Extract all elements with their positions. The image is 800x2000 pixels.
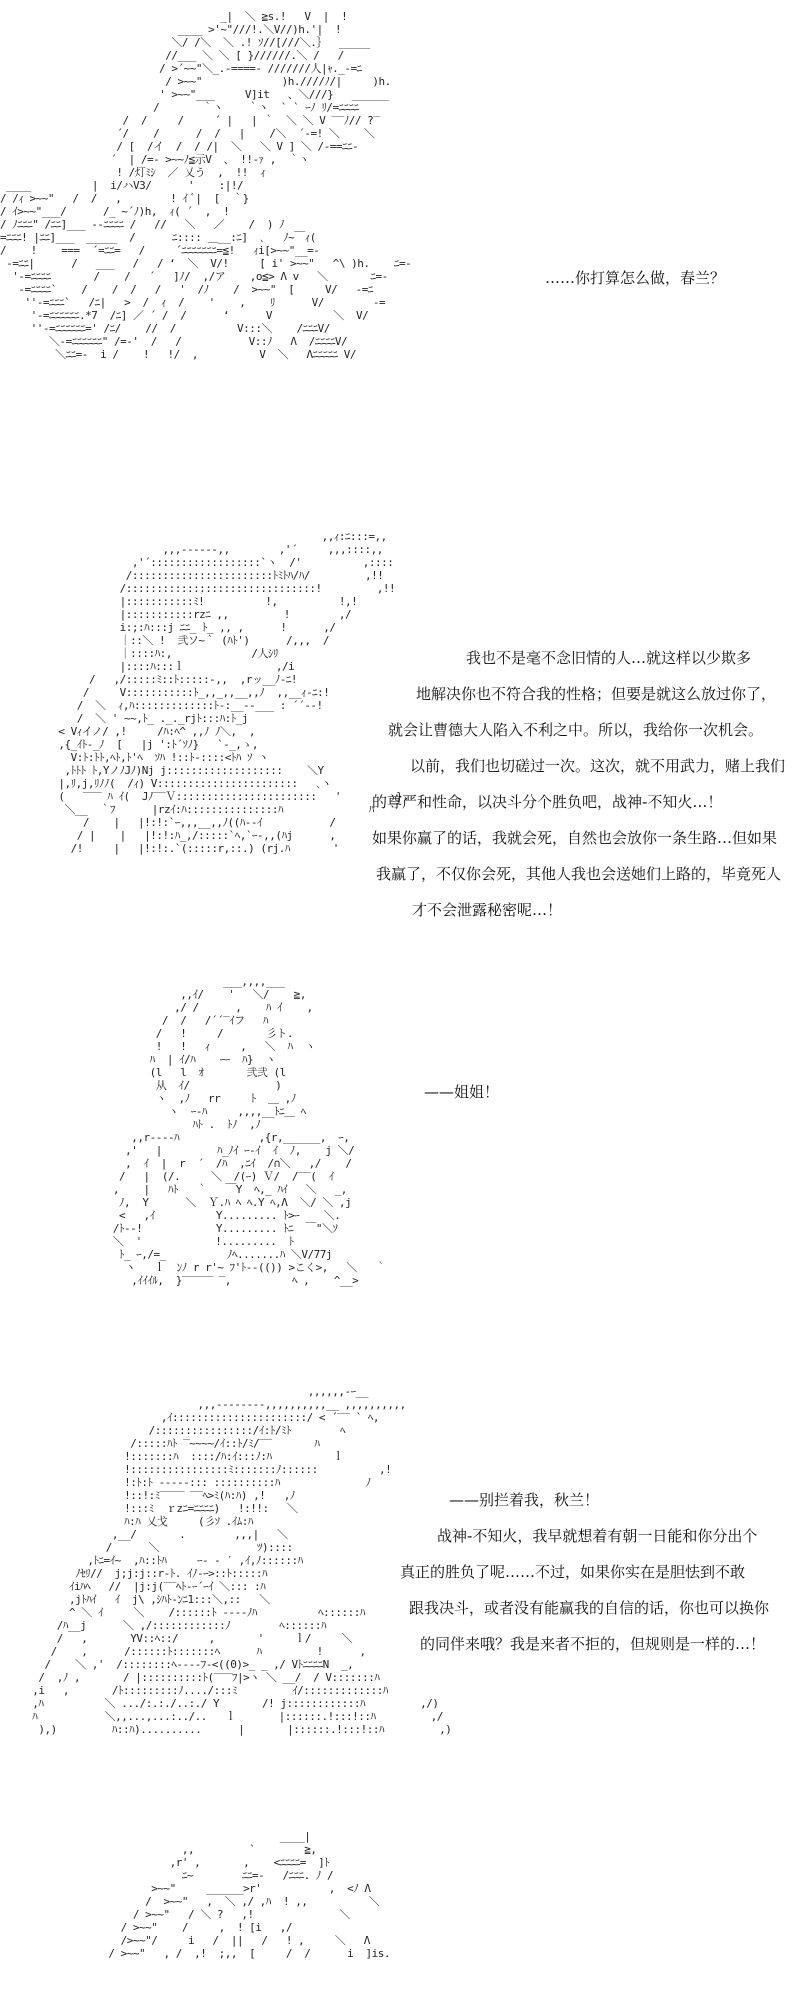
panel-2 (0, 530, 800, 950)
dialogue-line: 战神-不知火，我早就想着有朝一日能和你分出个 (437, 1527, 758, 1545)
dialogue-line: 地解决你也不符合我的性格；但要是就这么放过你了， (416, 685, 777, 703)
ascii-art-character-5: ____| ,, ` ≧, ,r' , , <ﾆﾆﾆﾆ= ]ﾄ ﾆ~ ﾆﾆ=- /ﾆﾆﾆ. ﾉ / >~~" ______>r' , <ﾉ Λ / >~~" , ＼ ,/ ,ﾊ ! ,, ＼ / >~~" / ＼ ? ,! ＼ / >~~" / , ! [i ,/ />~~"/ i / || / ! , ＼ Λ / >~~" , / ,! ;,, [ / / i ]is. (108, 1830, 391, 1960)
dialogue-line: ——姐姐！ (424, 1083, 500, 1101)
ascii-art-character-4: ,,,,,,-ｰ__ ,,,---‐‐‐‐‐,,,,,,,,,,__ ,,,,,,,,,, ,ｲ::::::::::::::::::::::/ < ´‾‾ ` ﾍ, /::::::::::::::::/ｲ:ﾄ/ﾐﾄ ﾍ /:::::ﾊﾄ ‾~~~~/ｲ::ﾄ/ﾐ/‾‾ ﾊ !:::::::ﾊ ::::/ﾊ:ｲ:::ﾉ:ﾊ ｌ !::::::::::::::::ﾐ:::::::ﾉ:::::: ,! !:ﾄ:ﾄ -----::: ::::::::::ﾊ ﾉ !::!:ﾐ‾‾‾‾ ‾‾ﾍ>ﾐ(ﾊ:ﾊ) ,! ,ﾉ !:::ﾐ ｒzﾆ=ﾆﾆﾆﾆ) !:!!: ＼ ﾊ:ﾊ 乂戈 (彡ｿ .ｲﾑ:ﾊ ,__/ . ,,,| ＼ / ＼ ﾂ):::: ,ﾄﾆ=ｲ~ ,ﾊ::ﾄﾊ ｰ- ‐ ′ ,ｲ,ﾉ::::::ﾊ ﾉｾﾘ// j;j:j::r-ﾄ. ｲﾉ-ｰ>::ﾄ:::::ﾊ ｲiﾊﾍ // |j:j(‾‾ﾍﾄ-ｰ´ｰｲ ＼::: :ﾊ ,jﾄﾊｲ ｲ j\ ,ｼﾊﾄ-ﾝﾆ1:::＼,:: ＼ ^ ＼ ｲ ＼ /::::::ﾄ ‐‐‐‐ﾉﾊ ﾍ::::::ﾊ /ﾊ__j ＼ ,/::::::::::::ﾉ ﾍ::::::ﾊ / , YV::ﾍ::/ , ' ｌ/ ＼ / , /::::::ﾄ:::::::ﾍ ﾊ ! , / ＼ ,' /::::::::ﾍ‐‐‐‐ﾌ‐<((0)>_ _ ,/ VﾄﾆﾆﾆﾆN _, / ,ﾉ , / |::::::::::ﾄ(‾‾‾ﾌ|>ヽ ＼ __/ / V:::::::ﾊ ,i , /ﾄ:::::::::ﾉ..../:::ﾐ ｲ/:::::::::::::ﾊ ,ﾊ ＼ .../:.:./..:./ Y /! j::::::::::::ﾊ ,/) ﾊ ＼,,...,...:../.. ｌ |::::::.!:::!::ﾊ ,/ ),) ﾊ::ﾊ).......... | |::::::.!:::!::ﾊ ,) (32, 1385, 452, 1736)
dialogue-line: 的尊严和性命，以决斗分个胜负吧，战神-不知火…！ (372, 793, 723, 811)
dialogue-line: 真正的胜负了呢……不过，如果你实在是胆怯到不敢 (400, 1563, 746, 1581)
dialogue-block (395, 1482, 769, 1662)
dialogue-line: ——别拦着我，秋兰！ (449, 1491, 600, 1509)
dialogue-line: 如果你赢了的话，我就会死，自然也会放你一条生路…但如果 (372, 829, 778, 847)
dialogue-line: 跟我决斗，或者没有能赢我的自信的话，你也可以换你 (409, 1599, 770, 1617)
ascii-art-character-1: _| ＼ ≧s.! V | ! ____ >'~"///!.＼V//)h.'| ! ＼/ /＼ ＼ .! ｿ//[///＼.｝ _____ //___ ＼ ＼ [ }//////.＼ / / / >´~~"＼_.-====- ///////人|ｬ._-=ﾆ / >~~" )h.////ﾉ/| )h. ' >~~"___ V]it 、＼///} ______ / ｀ヽ ｀ヽ ` ` ｰﾉ ﾘ/=ﾆﾆﾆﾆ / / / ´ | | ｀ ＼ ＼ V ‾‾ﾉ// ?‾ ´/ / / / | /＼ ´‐=! ＼ ＼ / [ /イ / / /| ＼ ＼ V ] ＼ /-==ﾆﾆ- ´ | /=- >~~ﾉ≦示V 、 !!-ｧ , ｀ヽ ! /灯ﾐｼ ／ 乂う , !! ｨ ____ | i/ハV3/ ' :|!/ / /ｨ >~~" / / , ! ｲ ﾞ| [ ｀} / ｲ>~~"___/ /_ ~´ﾉ)h, ｨ( ´ , ! / ﾉﾆﾆﾆ" /ﾆﾆ]___ ‐‐ﾆﾆﾆﾆ / // ＼ ／ / ) ﾉ =ﾆﾆﾆ! |ﾆﾆ]___ _____ / ﾆ:::: ＿__:ﾆ] ､ ﾉ~￣ｨ( / ! === ´=ﾆﾆ= / ´ﾆﾆﾆﾆﾆﾆﾆ=≦! ｨi[>~~"__=- -=ﾆﾆ| / ___ / / ‘ ＼ V/! [ i' >~~" ^\ )h. ﾆ=- '-=ﾆﾆﾆﾆ / / ´ ]ﾉ/ ,/ア ,o≦> Λ v ＼ ﾆ=- -=ﾆﾆﾆﾆ` / / / / ' /ﾉ / >~~" [ V/ -=ﾆ ''-=ﾆﾆﾆ` /ﾆ| > / ｨ / ' , ﾘ V/ -= '-=ﾆﾆﾆﾆﾆﾆ.*7 /ﾆ] ／ ´ / / ‘ V ＼ V/ ''-=ﾆﾆﾆﾆﾆﾆ=' /ﾆ/ // / V:::＼ /ﾆﾆﾆV/ ＼-=ﾆﾆﾆﾆﾆﾆ" /=-' / / V::ﾉ Λ /ﾆﾆﾆﾆV/ ＼ﾆﾆ=- i / ! !/ , V ＼ Λﾆﾆﾆﾆﾆ V/ (0, 10, 412, 361)
dialogue-line: 才不会泄露秘密呢…！ (412, 901, 563, 919)
ascii-art-character-2: ,,ｨ:ﾆ:::=,, ,,,------,, ,'´ ,,,::::,, ,'´::::::::::::::::::`ヽ /' ,:::: /:::::::::::::::::::::::ﾄﾐﾄﾊ/ﾊ/ ,!! /:::::::::::::::::::::::::::::::! ,!! |:::::::::::ﾐ! !, !,! |:::::::::::rzﾆ ,, ! ,/ i:;:ﾊ:::j ﾆﾆ_ ﾄ_ ,, , ! ,/ ｜::＼ ! 弐ソ~｀ (ﾊﾄ') /,,, / ｜::::ﾊ:, /人ｼﾘ |::::ﾊ:::ｌ ,/i / ,/:::::ﾐ::ﾄ:::::-,, ,rッ__ﾉ-ﾆ! / V:::::::::::ﾄ_,,_,,__,,ﾉ ,,__ｨ-ﾆ:! / ＼ ｨ,ﾊ:::::::::::::ﾄ-:__--___ : ´´‐-! / ＼ ' ~~,ﾄ_ ._._rjﾄ:::ﾊ:ﾄ_j < Vｨイノ/ ,! /ﾊ:ﾍ^ ,,ﾉ ﾉ＼, , ,{_ｲﾄ-_ﾉ [ |j ':ﾄ´ｿﾉ} `-_,ゝ, V:ﾄ:ﾄﾄ,ﾍﾄ,ﾄ'ﾍ ｿﾊ !::ﾄ-::::<ﾄﾊ ｿ ヽ ,ﾄﾄﾄ ﾄ,YノﾉJﾉ)Nj j::::::::::::::::::: ＼Y |,ﾘ,j,ﾘﾉﾉ( /ｨ) V::::::::::::::::::::::: ､ヽ ( ‾‾‾ ﾊ ｲ( Jﾉ‾‾Ｖ::::::::::::::::::::::: ' }. ＼__ ｀ﾌ |rzｲ:ﾊ:::::::::::::::ﾊ ﾊ / | |!:!:`ｰ,,,__,,ﾉ((ﾊ--ｲ / / | | |!:!:ﾊ_,/:::::`ﾍ,`ｰ-,,(ﾊj , /! | |!:!:.`(:::::r,::.) (rj.ﾊ ' (58, 530, 409, 855)
dialogue-line: 以前，我们也切磋过一次。这次，就不用武力，赌上我们 (410, 757, 786, 775)
dialogue-line: 我也不是毫不念旧情的人…就这样以少欺多 (466, 649, 752, 667)
panel-3 (0, 975, 800, 1360)
dialogue-line: 就会让曹德大人陷入不利之中。所以，我给你一次机会。 (388, 721, 764, 739)
panel-1 (0, 0, 800, 520)
panel-5 (0, 1830, 800, 2000)
panel-4 (0, 1385, 800, 1790)
dialogue-line: 的同伴来哦？我是来者不拒的，但规则是一样的…！ (420, 1635, 766, 1653)
dialogue-line: 我赢了，不仅你会死，其他人我也会送她们上路的，毕竟死人 (376, 865, 782, 883)
dialogue-block (372, 640, 785, 928)
dialogue-line: ……你打算怎么做，春兰？ (545, 269, 726, 287)
ascii-art-character-3: ___,,,,___ ,,ｲ/ ' ＼/ ≧, ,/ / , ﾊ ｲ , / / /´´‾ｲフ ﾊ / ! / 彡ト. ! ! ｨ , ＼ ﾊ ヽ ﾊ | ｲ/ﾊ ｰｰ ﾊ} ヽ (l l ｵ 弐弐 (l 从 ｲ/ ) ヽ ,ﾉ rr ﾄ ＿ ,ﾉ ヽ ｰ-ﾊ ,,,,__ﾄﾆ＿ ﾍ ﾊﾄ . ﾄﾉ ,ﾉ ,,r‐‐‐‐ﾊ ,{r,______, ｰ, ,' | ﾊ_ﾉｲ ｰ-ｲ ｲ ﾉ, j ＼/ , ｲ | r ´ /ﾊ ,ﾆｲ /∩＼ ,/ / / | (/. ＼ /(ｰ) Ｖ/ /‾‾( ｲ , | ﾊﾄ ｀ ￣Y ﾍ,_ ﾊｲ ＼ _, ﾉ, Y ＼ Ｙ.ﾊ ﾍ ﾍ.Y ﾍ,Λ ＼/ ＼ ,j < ,ｲ Y......... ﾄ>ｰ ＼. /ﾄ--! Y......... ﾄﾆ ￣"＼ｿ ＼ ' !......... ﾄ ﾄ_ ｰ,/=_ ﾉﾍ.......ﾊ ＼V/77j ヽ ｌ ﾝﾉ r r'~ ﾌ'ﾄ--(()) >こく>, ＼ ｀ ,ｲｲｲﾙ, }‾‾‾‾‾ ‾, ﾍ , ^__> (112, 975, 386, 1287)
